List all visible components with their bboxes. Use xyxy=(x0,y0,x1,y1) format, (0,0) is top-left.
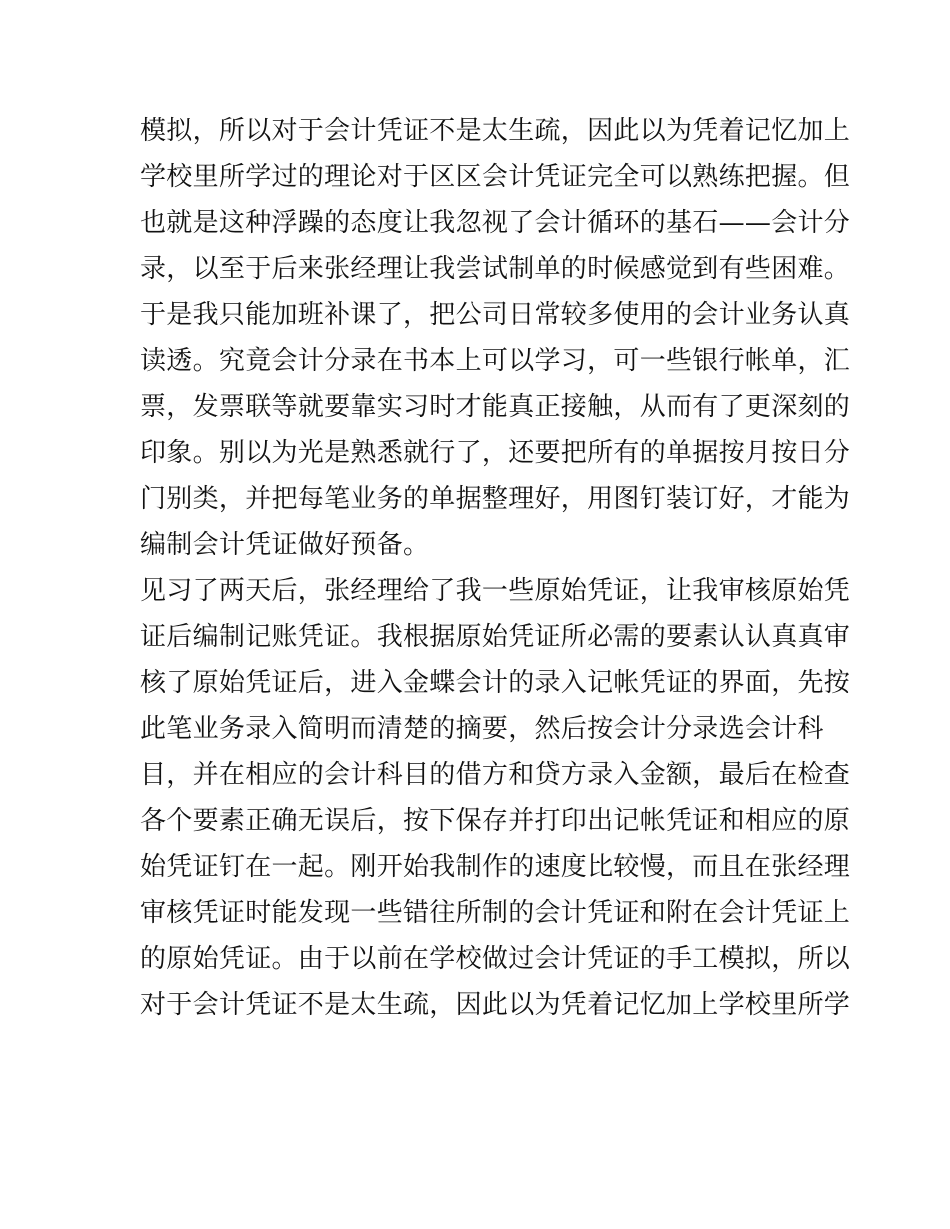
text-line: 对于会计凭证不是太生疏，因此以为凭着记忆加上学校里所学 xyxy=(140,990,851,1020)
text-line: 印象。别以为光是熟悉就行了，还要把所有的单据按月按日分 xyxy=(140,438,851,468)
text-line: 也就是这种浮躁的态度让我忽视了会计循环的基石——会计分 xyxy=(140,208,851,238)
text-line: 的原始凭证。由于以前在学校做过会计凭证的手工模拟，所以 xyxy=(140,944,851,974)
text-line: 模拟，所以对于会计凭证不是太生疏，因此以为凭着记忆加上 xyxy=(140,116,851,146)
text-line: 目，并在相应的会计科目的借方和贷方录入金额，最后在检查 xyxy=(140,760,851,790)
text-line: 读透。究竟会计分录在书本上可以学习，可一些银行帐单，汇 xyxy=(140,346,851,376)
body-text xyxy=(140,108,851,1028)
text-line: 始凭证钉在一起。刚开始我制作的速度比较慢，而且在张经理 xyxy=(140,852,851,882)
text-line: 于是我只能加班补课了，把公司日常较多使用的会计业务认真 xyxy=(140,300,851,330)
text-line: 录，以至于后来张经理让我尝试制单的时候感觉到有些困难。 xyxy=(140,254,851,284)
text-line: 各个要素正确无误后，按下保存并打印出记帐凭证和相应的原 xyxy=(140,806,851,836)
text-line: 票，发票联等就要靠实习时才能真正接触，从而有了更深刻的 xyxy=(140,392,851,422)
text-line: 此笔业务录入简明而清楚的摘要，然后按会计分录选会计科 xyxy=(140,714,824,744)
text-line: 见习了两天后，张经理给了我一些原始凭证，让我审核原始凭 xyxy=(140,576,851,606)
text-line: 审核凭证时能发现一些错往所制的会计凭证和附在会计凭证上 xyxy=(140,898,851,928)
text-line: 编制会计凭证做好预备。 xyxy=(140,530,430,560)
text-line: 证后编制记账凭证。我根据原始凭证所必需的要素认认真真审 xyxy=(140,622,851,652)
text-line: 门别类，并把每笔业务的单据整理好，用图钉装订好，才能为 xyxy=(140,484,851,514)
text-line: 学校里所学过的理论对于区区会计凭证完全可以熟练把握。但 xyxy=(140,162,851,192)
text-line: 核了原始凭证后，进入金蝶会计的录入记帐凭证的界面，先按 xyxy=(140,668,851,698)
